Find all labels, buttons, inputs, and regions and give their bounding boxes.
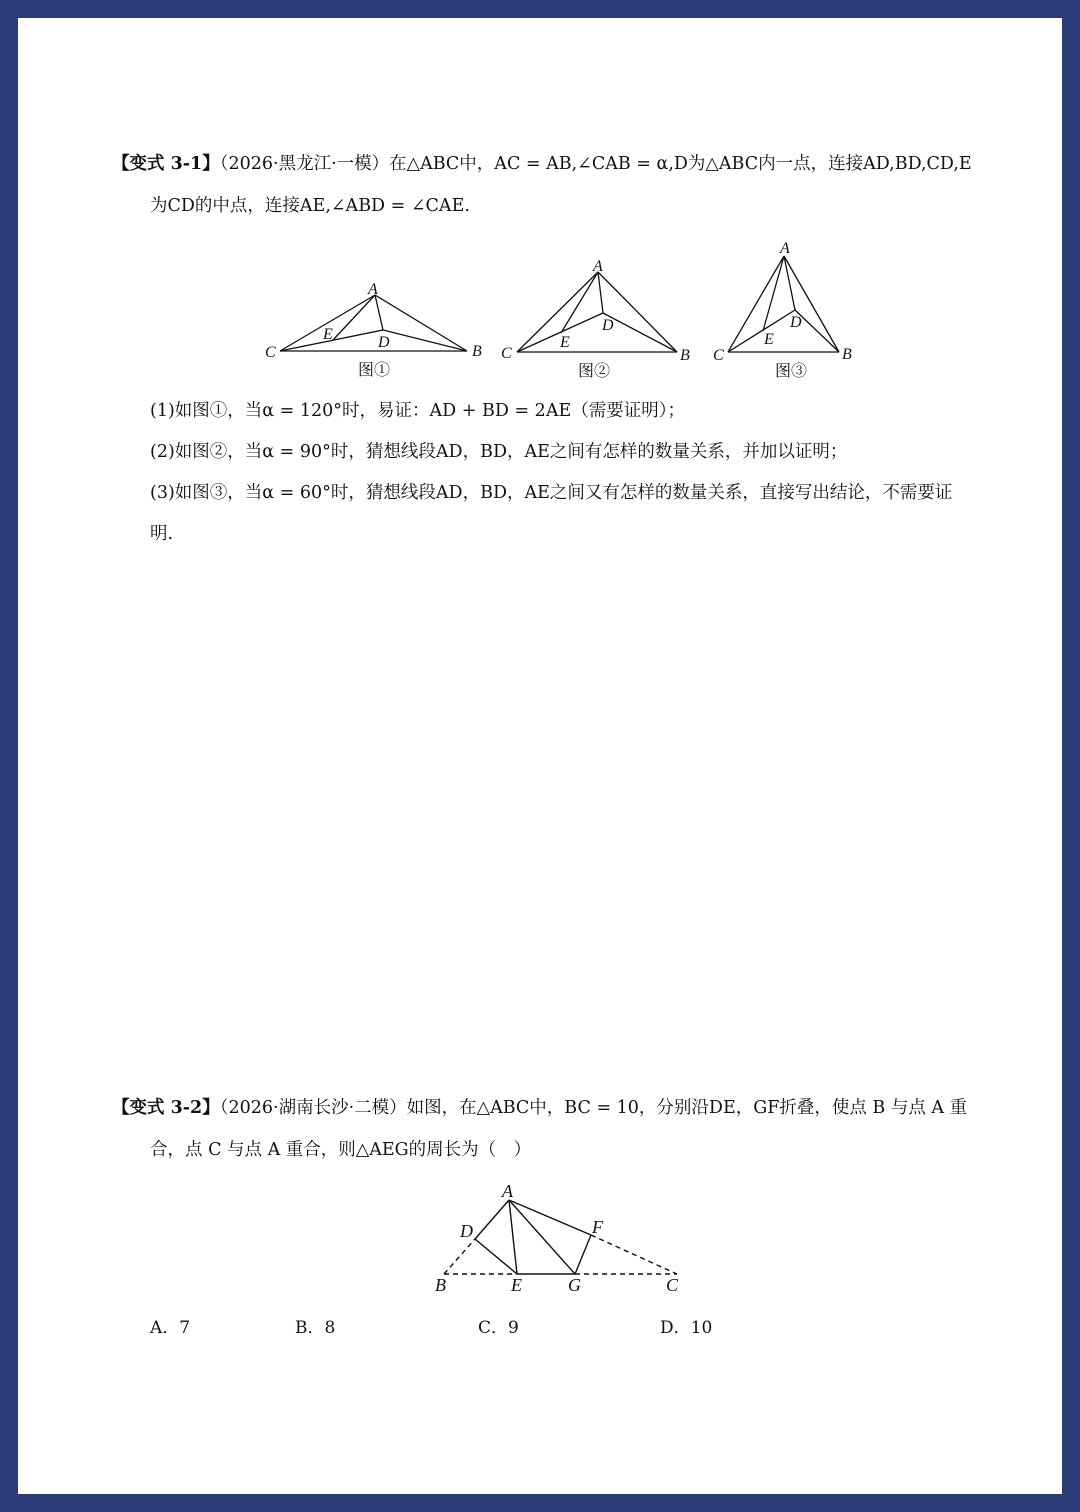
point-label-c: C xyxy=(265,344,276,361)
segment-ae xyxy=(763,256,784,331)
problem1-stem-2: 为CD的中点，连接AE,∠ABD = ∠CAE. xyxy=(150,196,470,216)
segment-ad xyxy=(598,272,603,313)
option-b[interactable]: B．8 xyxy=(295,1318,336,1338)
problem1-tag: 【变式 3-1】 xyxy=(112,154,220,174)
point-label-d: D xyxy=(460,1221,473,1241)
edge-ca xyxy=(728,256,784,352)
point-label-d: D xyxy=(790,314,802,331)
point-label-a: A xyxy=(368,281,378,298)
problem1-stem-1: （2026·黑龙江·一模）在△ABC中，AC = AB,∠CAB = α,D为△ABC内一点，连接AD,BD,CD,E xyxy=(219,154,972,174)
figure-2-caption: 图② xyxy=(578,363,611,380)
problem2-tag: 【变式 3-2】 xyxy=(112,1098,220,1118)
point-label-c: C xyxy=(713,347,724,364)
point-label-a: A xyxy=(502,1181,513,1201)
edge-ab xyxy=(598,272,677,352)
point-label-e: E xyxy=(323,326,333,343)
segment-bd xyxy=(603,313,677,352)
point-label-a: A xyxy=(593,258,603,275)
figure-1-caption: 图① xyxy=(358,362,391,379)
problem2-line1 xyxy=(112,1100,967,1118)
option-d[interactable]: D．10 xyxy=(660,1318,713,1338)
point-label-b: B xyxy=(472,343,482,360)
figure-3-caption: 图③ xyxy=(775,363,808,380)
point-label-e: E xyxy=(764,331,774,348)
option-a[interactable]: A．7 xyxy=(150,1318,191,1338)
edge-ab xyxy=(784,256,839,352)
point-label-b: B xyxy=(435,1275,446,1295)
figure-2 xyxy=(495,255,700,383)
point-label-e: E xyxy=(560,334,570,351)
point-label-e: E xyxy=(511,1275,522,1295)
segment-de xyxy=(475,1239,517,1274)
segment-ad xyxy=(784,256,795,310)
point-label-d: D xyxy=(378,334,390,351)
point-label-b: B xyxy=(842,346,852,363)
figure-3 xyxy=(708,236,858,383)
segment-af xyxy=(509,1200,591,1235)
point-label-f: F xyxy=(592,1217,603,1237)
figure-fold xyxy=(425,1175,695,1300)
segment-ae xyxy=(509,1200,517,1274)
edge-ca xyxy=(517,272,598,352)
point-label-b: B xyxy=(680,347,690,364)
segment-fg xyxy=(575,1235,591,1274)
segment-ad xyxy=(475,1200,509,1239)
question-2: (2)如图②，当α = 90°时，猜想线段AD，BD，AE之间有怎样的数量关系，并加以证明； xyxy=(150,442,848,462)
point-label-d: D xyxy=(602,317,614,334)
segment-ad xyxy=(375,295,383,330)
segment-cd xyxy=(728,310,795,352)
problem1-line1 xyxy=(112,156,972,174)
problem2-stem-1: （2026·湖南长沙·二模）如图，在△ABC中，BC = 10，分别沿DE，GF折叠，使点 B 与点 A 重 xyxy=(219,1098,968,1118)
point-label-a: A xyxy=(780,240,790,257)
question-3-line2: 明. xyxy=(150,524,174,544)
segment-bd xyxy=(795,310,839,352)
point-label-g: G xyxy=(568,1275,581,1295)
problem2-stem-2: 合，点 C 与点 A 重合，则△AEG的周长为（ ） xyxy=(150,1140,532,1160)
segment-ag xyxy=(509,1200,575,1274)
segment-bd-dashed xyxy=(444,1239,475,1274)
point-label-c: C xyxy=(666,1275,679,1295)
question-3-line1: (3)如图③，当α = 60°时，猜想线段AD，BD，AE之间又有怎样的数量关系，直接写出结论，不需要证 xyxy=(150,483,953,503)
option-c[interactable]: C．9 xyxy=(478,1318,519,1338)
question-1: (1)如图①，当α = 120°时，易证：AD + BD = 2AE（需要证明）； xyxy=(150,401,685,421)
segment-fc-dashed xyxy=(591,1235,677,1274)
point-label-c: C xyxy=(501,345,512,362)
figure-1 xyxy=(255,278,505,383)
segment-bd xyxy=(383,330,467,351)
